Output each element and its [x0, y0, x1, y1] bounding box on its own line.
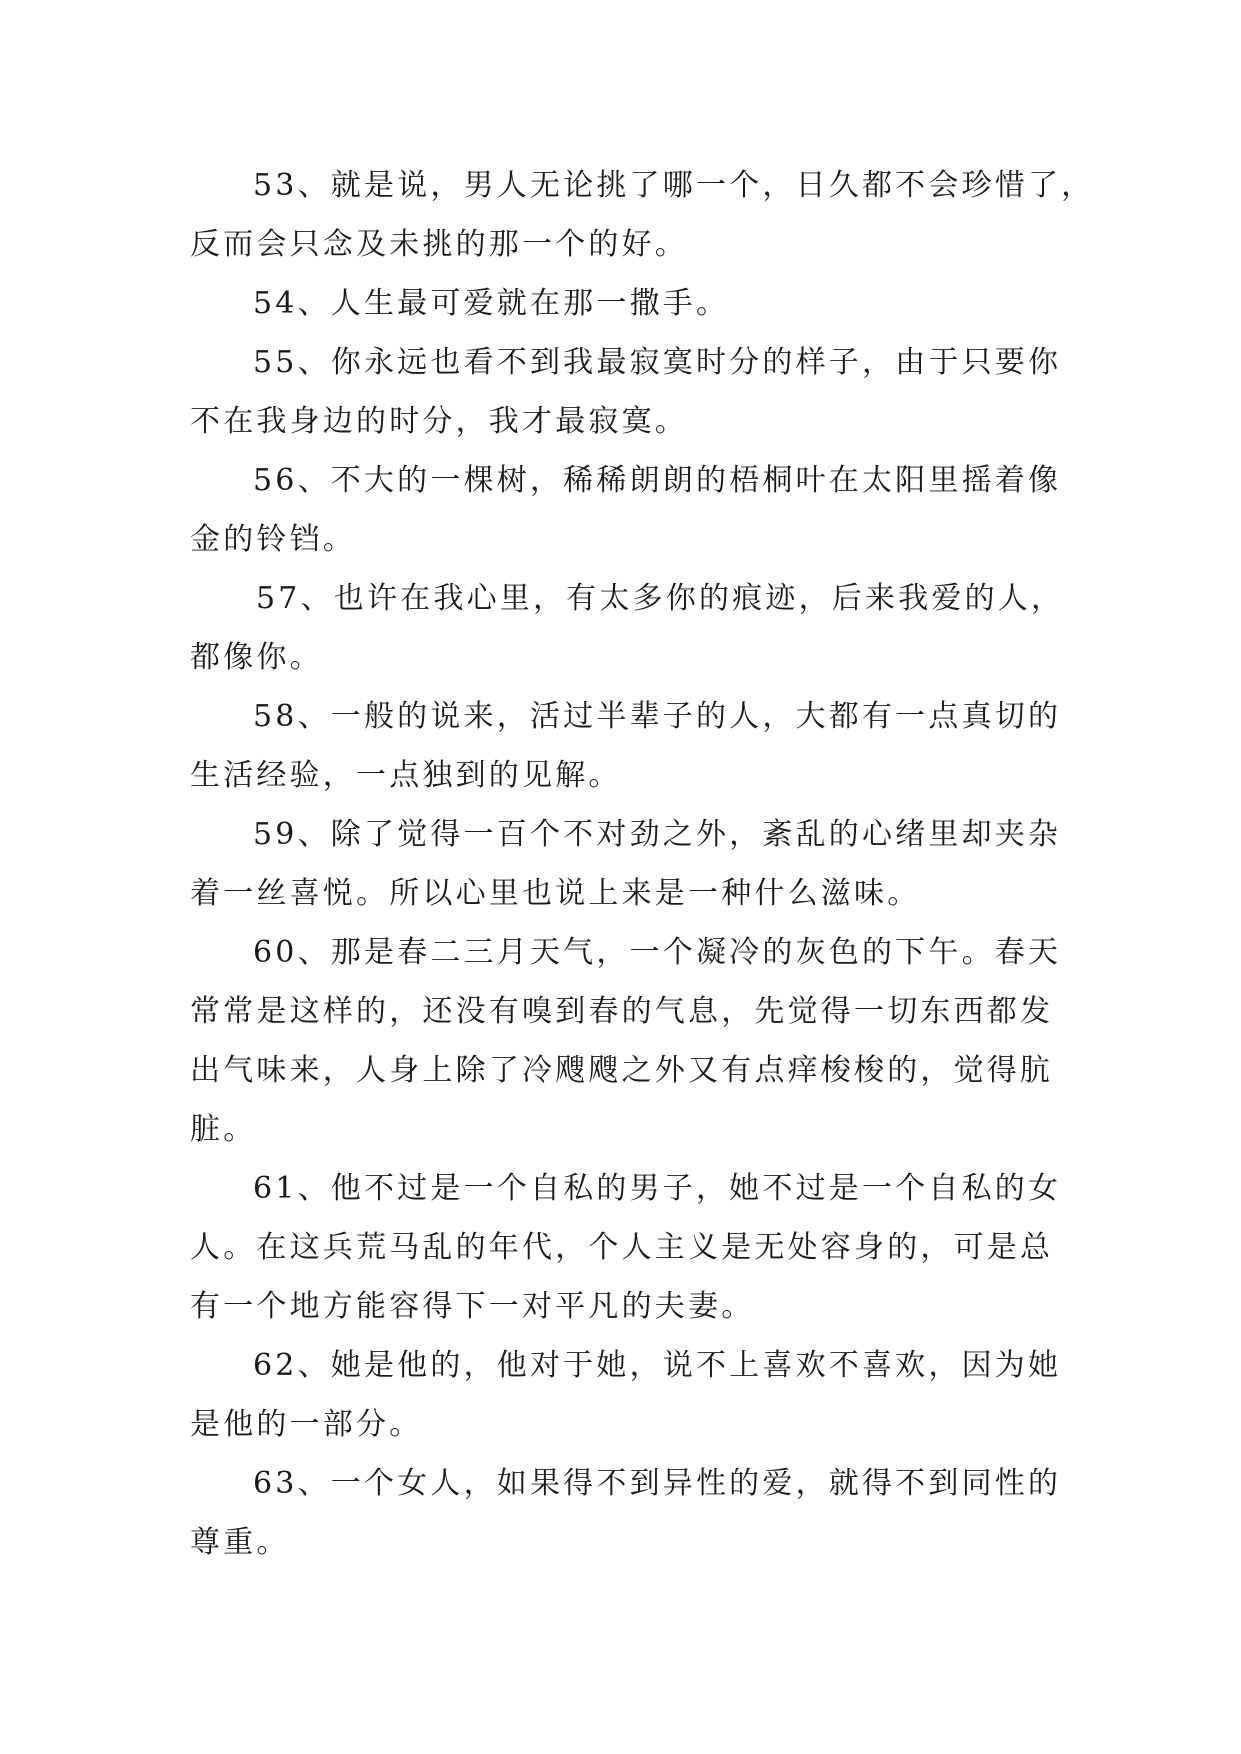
paragraph-58-line-2: 生活经验，一点独到的见解。: [190, 758, 622, 793]
paragraph-56-line-2: 金的铃铛。: [190, 522, 356, 557]
paragraph-62-line-1: 62、她是他的，他对于她，说不上喜欢不喜欢，因为她: [253, 1348, 1062, 1383]
paragraph-60-line-4: 脏。: [190, 1112, 257, 1147]
paragraph-63-line-2: 尊重。: [190, 1525, 290, 1560]
paragraph-57-line-2: 都像你。: [190, 640, 323, 675]
paragraph-61-line-2: 人。在这兵荒马乱的年代，个人主义是无处容身的，可是总: [190, 1230, 1054, 1265]
paragraph-63-line-1: 63、一个女人，如果得不到异性的爱，就得不到同性的: [253, 1466, 1062, 1501]
paragraph-61-line-1: 61、他不过是一个自私的男子，她不过是一个自私的女: [253, 1171, 1062, 1206]
paragraph-53-line-2: 反而会只念及未挑的那一个的好。: [190, 227, 688, 262]
paragraph-60-line-2: 常常是这样的，还没有嗅到春的气息，先觉得一切东西都发: [190, 994, 1054, 1029]
paragraph-53-line-1: 53、就是说，男人无论挑了哪一个，日久都不会珍惜了，: [253, 168, 1095, 203]
paragraph-58-line-1: 58、一般的说来，活过半辈子的人，大都有一点真切的: [253, 699, 1062, 734]
paragraph-57-line-1: 57、也许在我心里，有太多你的痕迹，后来我爱的人，: [256, 581, 1065, 616]
paragraph-56-line-1: 56、不大的一棵树，稀稀朗朗的梧桐叶在太阳里摇着像: [253, 463, 1062, 498]
paragraph-54-line-1: 54、人生最可爱就在那一撒手。: [253, 286, 730, 321]
paragraph-60-line-1: 60、那是春二三月天气，一个凝冷的灰色的下午。春天: [253, 935, 1062, 970]
paragraph-59-line-1: 59、除了觉得一百个不对劲之外，紊乱的心绪里却夹杂: [253, 817, 1062, 852]
paragraph-60-line-3: 出气味来，人身上除了冷飕飕之外又有点痒梭梭的，觉得肮: [190, 1053, 1054, 1088]
paragraph-61-line-3: 有一个地方能容得下一对平凡的夫妻。: [190, 1289, 755, 1324]
paragraph-55-line-1: 55、你永远也看不到我最寂寞时分的样子，由于只要你: [253, 345, 1062, 380]
paragraph-55-line-2: 不在我身边的时分，我才最寂寞。: [190, 404, 688, 439]
paragraph-59-line-2: 着一丝喜悦。所以心里也说上来是一种什么滋味。: [190, 876, 921, 911]
paragraph-62-line-2: 是他的一部分。: [190, 1407, 423, 1442]
